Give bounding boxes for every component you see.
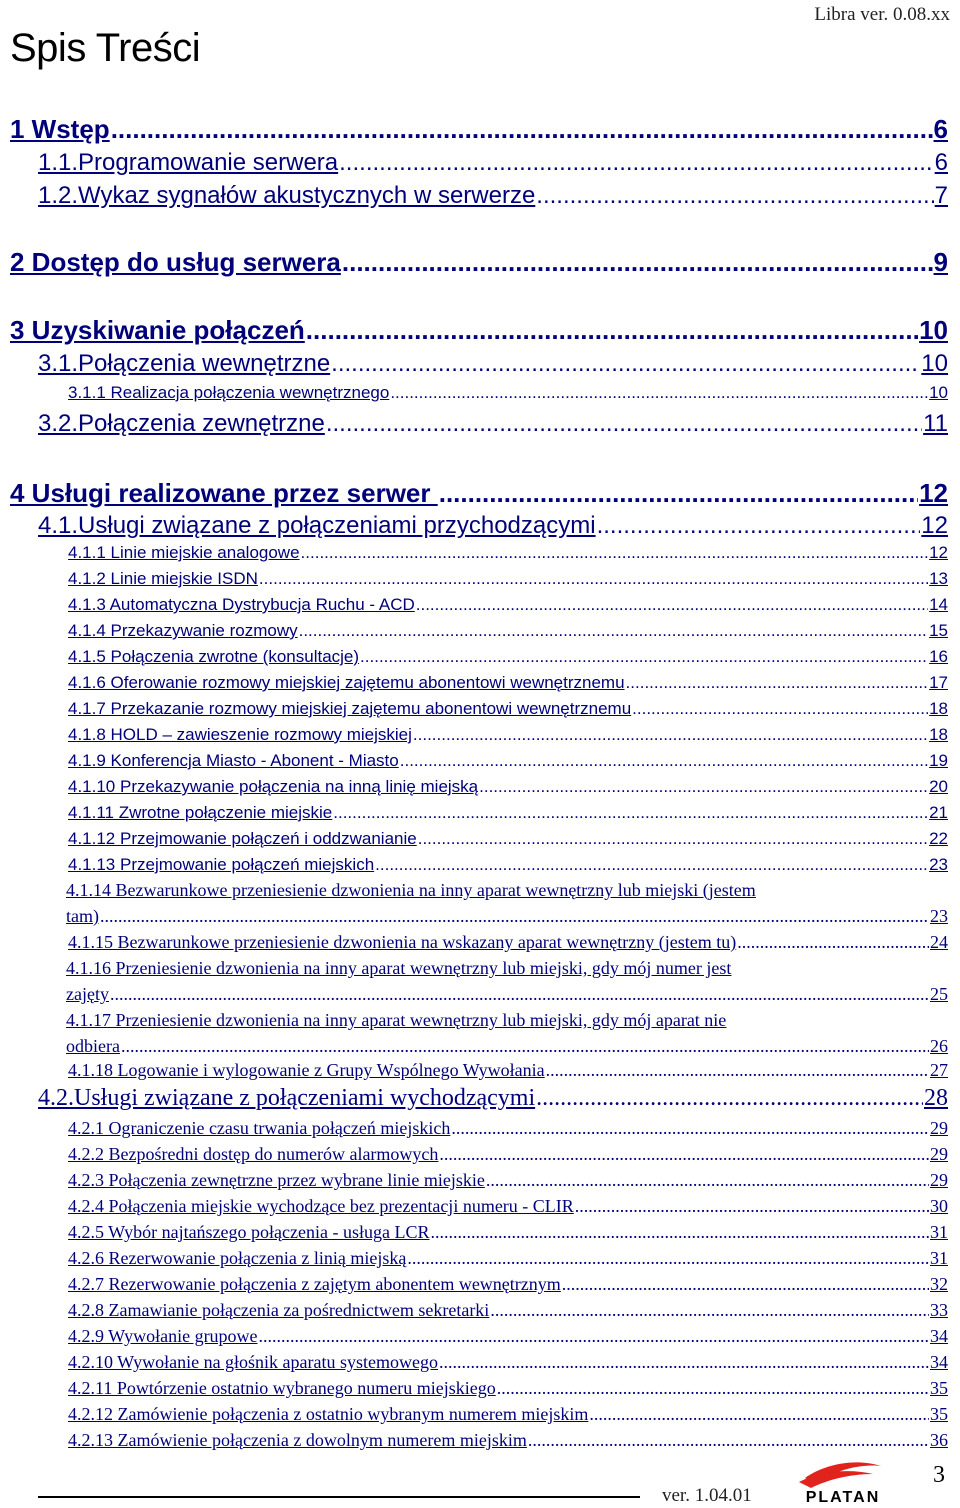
toc-entry-4-1-11[interactable] [68, 803, 948, 823]
toc-page-number: 9 [933, 247, 948, 277]
toc-entry-4-1-5[interactable] [68, 647, 948, 667]
toc-entry-4-1-2[interactable] [68, 569, 948, 589]
platan-logo [785, 1456, 901, 1506]
toc-page-number: 34 [930, 1326, 948, 1346]
toc-entry-4-1-13[interactable] [68, 855, 948, 875]
toc-entry-text-line1-label: 4.1.17 Przeniesienie dzwonienia na inny aparat wewnętrzny lub miejski, gdy mój aparat nie [66, 1010, 727, 1030]
toc-leader [439, 478, 918, 509]
toc-entry-text-line1 [66, 880, 948, 901]
toc-leader [390, 383, 928, 403]
page-title: Spis Treści [10, 26, 201, 70]
toc-entry-3-1-1[interactable] [68, 383, 948, 403]
page-number: 3 [933, 1462, 945, 1488]
toc-entry-4-1-16[interactable] [66, 958, 948, 1006]
toc-entry-text: 4.2.5 Wybór najtańszego połączenia - usługa LCR [68, 1222, 430, 1242]
toc-page-number: 22 [929, 829, 948, 848]
toc-leader [407, 1248, 929, 1269]
toc-entry-text: 4.1.5 Połączenia zwrotne (konsultacje) [68, 647, 360, 666]
toc-leader [301, 543, 929, 563]
toc-leader [100, 906, 929, 927]
toc-page-number: 18 [929, 725, 948, 744]
toc-leader [737, 932, 929, 953]
toc-page-number: 24 [930, 932, 948, 952]
toc-entry-4-2-12[interactable] [68, 1404, 948, 1425]
toc-entry-text: 3.1.Połączenia wewnętrzne [38, 350, 331, 377]
toc-entry-4-1-15[interactable] [68, 932, 948, 953]
toc-entry-text: 4.2.4 Połączenia miejskie wychodzące bez prezentacji numeru - CLIR [68, 1196, 574, 1216]
toc-entry-4-2-8[interactable] [68, 1300, 948, 1321]
toc-entry-1-1[interactable] [38, 149, 948, 177]
toc-entry-text: 4.2.3 Połączenia zewnętrzne przez wybrane linie miejskie [68, 1170, 485, 1190]
toc-page-number: 30 [930, 1196, 948, 1216]
toc-entry-text: 4.2.2 Bezpośredni dostęp do numerów alarmowych [68, 1144, 439, 1164]
toc-page-number: 6 [934, 149, 948, 176]
toc-page-number: 23 [929, 855, 948, 874]
toc-entry-text: 4.2.10 Wywołanie na głośnik aparatu systemowego [68, 1352, 439, 1372]
toc-entry-4-1-9[interactable] [68, 751, 948, 771]
toc-entry-text: 4.1.12 Przejmowanie połączeń i oddzwanianie [68, 829, 417, 848]
toc-leader [259, 569, 928, 589]
toc-page-number: 13 [929, 569, 948, 588]
toc-entry-4-1-14[interactable] [66, 880, 948, 928]
toc-entry-text: 4.2.8 Zamawianie połączenia za pośrednictwem sekretarki [68, 1300, 490, 1320]
toc-entry-text: 4.2.13 Zamówienie połączenia z dowolnym numerem miejskim [68, 1430, 527, 1450]
toc-entry-text: 4.1.13 Przejmowanie połączeń miejskich [68, 855, 375, 874]
toc-leader [342, 247, 933, 278]
toc-entry-text: 1 Wstęp [10, 114, 110, 144]
toc-page-number: 28 [924, 1085, 948, 1111]
toc-leader [575, 1196, 929, 1217]
toc-entry-text: 3 Uzyskiwanie połączeń [10, 315, 305, 345]
toc-page-number: 6 [933, 114, 948, 144]
toc-entry-4-1[interactable] [38, 512, 948, 540]
toc-entry-4-2-5[interactable] [68, 1222, 948, 1243]
toc-entry-text: 4.2.Usługi związane z połączeniami wychodzącymi [38, 1085, 536, 1111]
toc-entry-4-1-4[interactable] [68, 621, 948, 641]
footer-version: ver. 1.04.01 [662, 1485, 752, 1506]
toc-leader [339, 149, 934, 177]
toc-page-number: 33 [930, 1300, 948, 1320]
toc-leader [333, 803, 928, 823]
toc-entry-4-2-4[interactable] [68, 1196, 948, 1217]
toc-entry-text: odbiera [66, 1036, 120, 1056]
toc-leader [546, 1060, 929, 1081]
toc-leader [451, 1118, 929, 1139]
toc-entry-text-line1 [66, 958, 948, 979]
toc-entry-text: tam) [66, 906, 99, 926]
toc-entry-4-2-6[interactable] [68, 1248, 948, 1269]
toc-leader [306, 315, 918, 346]
toc-page-number: 10 [919, 315, 948, 345]
toc-leader [536, 1085, 923, 1112]
toc-leader [299, 621, 928, 641]
toc-entry-text: 1.1.Programowanie serwera [38, 149, 339, 176]
toc-page-number: 10 [929, 383, 948, 402]
toc-page-number: 25 [930, 984, 948, 1004]
toc-leader [536, 182, 933, 210]
toc-page-number: 29 [930, 1170, 948, 1190]
toc-entry-text: 4 Usługi realizowane przez serwer [10, 478, 438, 508]
logo-text: PLATAN [805, 1489, 881, 1506]
toc-page-number: 7 [934, 182, 948, 209]
toc-entry-4-1-6[interactable] [68, 673, 948, 693]
toc-entry-text: 4.1.3 Automatyczna Dystrybucja Ruchu - ACD [68, 595, 415, 614]
toc-leader [632, 699, 928, 719]
toc-leader [486, 1170, 929, 1191]
toc-entry-text: 4.2.1 Ograniczenie czasu trwania połączeń miejskich [68, 1118, 451, 1138]
toc-entry-4-2[interactable] [38, 1085, 948, 1112]
toc-page-number: 19 [929, 751, 948, 770]
toc-entry-text: 2 Dostęp do usług serwera [10, 247, 341, 277]
toc-leader [111, 114, 933, 145]
toc-entry-text: 4.1.15 Bezwarunkowe przeniesienie dzwonienia na wskazany aparat wewnętrzny (jestem tu) [68, 932, 737, 952]
toc-leader [259, 1326, 929, 1347]
toc-entry-text-line1 [66, 1010, 948, 1031]
toc-entry-text: 4.1.6 Oferowanie rozmowy miejskiej zajętemu abonentowi wewnętrznemu [68, 673, 625, 692]
toc-entry-text: 4.2.12 Zamówienie połączenia z ostatnio wybranym numerem miejskim [68, 1404, 589, 1424]
toc-entry-3-2[interactable] [38, 410, 948, 438]
toc-page-number: 18 [929, 699, 948, 718]
toc-entry-4-1-8[interactable] [68, 725, 948, 745]
toc-leader [497, 1378, 929, 1399]
toc-page-number: 23 [930, 906, 948, 926]
toc-leader [413, 725, 928, 745]
toc-page-number: 34 [930, 1352, 948, 1372]
toc-leader [110, 984, 929, 1005]
toc-page-number: 15 [929, 621, 948, 640]
toc-entry-2[interactable] [10, 247, 948, 278]
toc-entry-4-2-7[interactable] [68, 1274, 948, 1295]
toc-entry-4-1-17[interactable] [66, 1010, 948, 1058]
toc-entry-4-1-12[interactable] [68, 829, 948, 849]
toc-leader [562, 1274, 929, 1295]
toc-leader [490, 1300, 929, 1321]
toc-entry-text: 4.1.1 Linie miejskie analogowe [68, 543, 300, 562]
toc-leader [416, 595, 928, 615]
toc-entry-text: 4.2.6 Rezerwowanie połączenia z linią miejską [68, 1248, 407, 1268]
toc-entry-text: 4.2.11 Powtórzenie ostatnio wybranego numeru miejskiego [68, 1378, 496, 1398]
toc-entry-1[interactable] [10, 114, 948, 145]
toc-leader [479, 777, 928, 797]
toc-page-number: 31 [930, 1222, 948, 1242]
toc-leader [360, 647, 928, 667]
toc-page-number: 35 [930, 1404, 948, 1424]
toc-leader [375, 855, 928, 875]
toc-entry-text-line1-label: 4.1.14 Bezwarunkowe przeniesienie dzwonienia na inny aparat wewnętrzny lub miejski (jestem [66, 880, 756, 900]
toc-page-number: 12 [919, 478, 948, 508]
toc-entry-text: 4.1.18 Logowanie i wylogowanie z Grupy Wspólnego Wywołania [68, 1060, 545, 1080]
toc-entry-4-2-3[interactable] [68, 1170, 948, 1191]
toc-page-number: 12 [929, 543, 948, 562]
toc-page-number: 29 [930, 1144, 948, 1164]
toc-leader [400, 751, 928, 771]
toc-entry-text: 3.1.1 Realizacja połączenia wewnętrznego [68, 383, 390, 402]
toc-entry-4-2-2[interactable] [68, 1144, 948, 1165]
toc-page-number: 12 [921, 512, 948, 539]
toc-page-number: 35 [930, 1378, 948, 1398]
toc-leader [439, 1144, 929, 1165]
toc-page-number: 29 [930, 1118, 948, 1138]
toc-leader [439, 1352, 929, 1373]
toc-entry-text: 3.2.Połączenia zewnętrzne [38, 410, 325, 437]
toc-entry-text: 4.2.7 Rezerwowanie połączenia z zajętym abonentem wewnętrznym [68, 1274, 561, 1294]
footer-divider [38, 1496, 640, 1498]
toc-leader [528, 1430, 929, 1451]
toc-page-number: 36 [930, 1430, 948, 1450]
toc-page-number: 17 [929, 673, 948, 692]
toc-page-number: 21 [929, 803, 948, 822]
toc-entry-text: 4.1.2 Linie miejskie ISDN [68, 569, 258, 588]
toc-entry-4-1-10[interactable] [68, 777, 948, 797]
toc-entry-text-line1-label: 4.1.16 Przeniesienie dzwonienia na inny aparat wewnętrzny lub miejski, gdy mój numer jest [66, 958, 732, 978]
toc-entry-4-1-1[interactable] [68, 543, 948, 563]
toc-entry-text: 4.1.10 Przekazywanie połączenia na inną linię miejską [68, 777, 479, 796]
toc-entry-text: zajęty [66, 984, 109, 1004]
toc-entry-text: 4.2.9 Wywołanie grupowe [68, 1326, 258, 1346]
toc-page-number: 10 [921, 350, 948, 377]
toc-page-number: 26 [930, 1036, 948, 1056]
toc-leader [597, 512, 921, 540]
toc-entry-text: 1.2.Wykaz sygnałów akustycznych w serwerze [38, 182, 536, 209]
toc-entry-text: 4.1.7 Przekazanie rozmowy miejskiej zajętemu abonentowi wewnętrznemu [68, 699, 632, 718]
toc-leader [626, 673, 929, 693]
toc-entry-4[interactable] [10, 478, 948, 509]
toc-entry-text: 4.1.Usługi związane z połączeniami przychodzącymi [38, 512, 596, 539]
toc-entry-4-1-18[interactable] [68, 1060, 948, 1081]
toc-entry-text: 4.1.11 Zwrotne połączenie miejskie [68, 803, 333, 822]
toc-leader [589, 1404, 929, 1425]
toc-leader [431, 1222, 930, 1243]
toc-entry-4-2-13[interactable] [68, 1430, 948, 1451]
header-version: Libra ver. 0.08.xx [814, 4, 950, 25]
toc-page-number: 27 [930, 1060, 948, 1080]
toc-entry-4-2-10[interactable] [68, 1352, 948, 1373]
toc-page-number: 16 [929, 647, 948, 666]
toc-entry-1-2[interactable] [38, 182, 948, 210]
toc-entry-4-2-11[interactable] [68, 1378, 948, 1399]
toc-page-number: 32 [930, 1274, 948, 1294]
toc-entry-3[interactable] [10, 315, 948, 346]
toc-entry-4-2-1[interactable] [68, 1118, 948, 1139]
toc-page-number: 31 [930, 1248, 948, 1268]
toc-leader [326, 410, 922, 438]
toc-leader [331, 350, 920, 378]
toc-page-number: 20 [929, 777, 948, 796]
toc-entry-text: 4.1.8 HOLD – zawieszenie rozmowy miejskiej [68, 725, 412, 744]
toc-leader [121, 1036, 929, 1057]
toc-page-number: 11 [923, 410, 948, 437]
toc-leader [418, 829, 928, 849]
toc-entry-4-2-9[interactable] [68, 1326, 948, 1347]
toc-entry-3-1[interactable] [38, 350, 948, 378]
toc-page-number: 14 [929, 595, 948, 614]
toc-entry-text: 4.1.4 Przekazywanie rozmowy [68, 621, 298, 640]
toc-entry-4-1-3[interactable] [68, 595, 948, 615]
toc-entry-text: 4.1.9 Konferencja Miasto - Abonent - Miasto [68, 751, 399, 770]
toc-entry-4-1-7[interactable] [68, 699, 948, 719]
